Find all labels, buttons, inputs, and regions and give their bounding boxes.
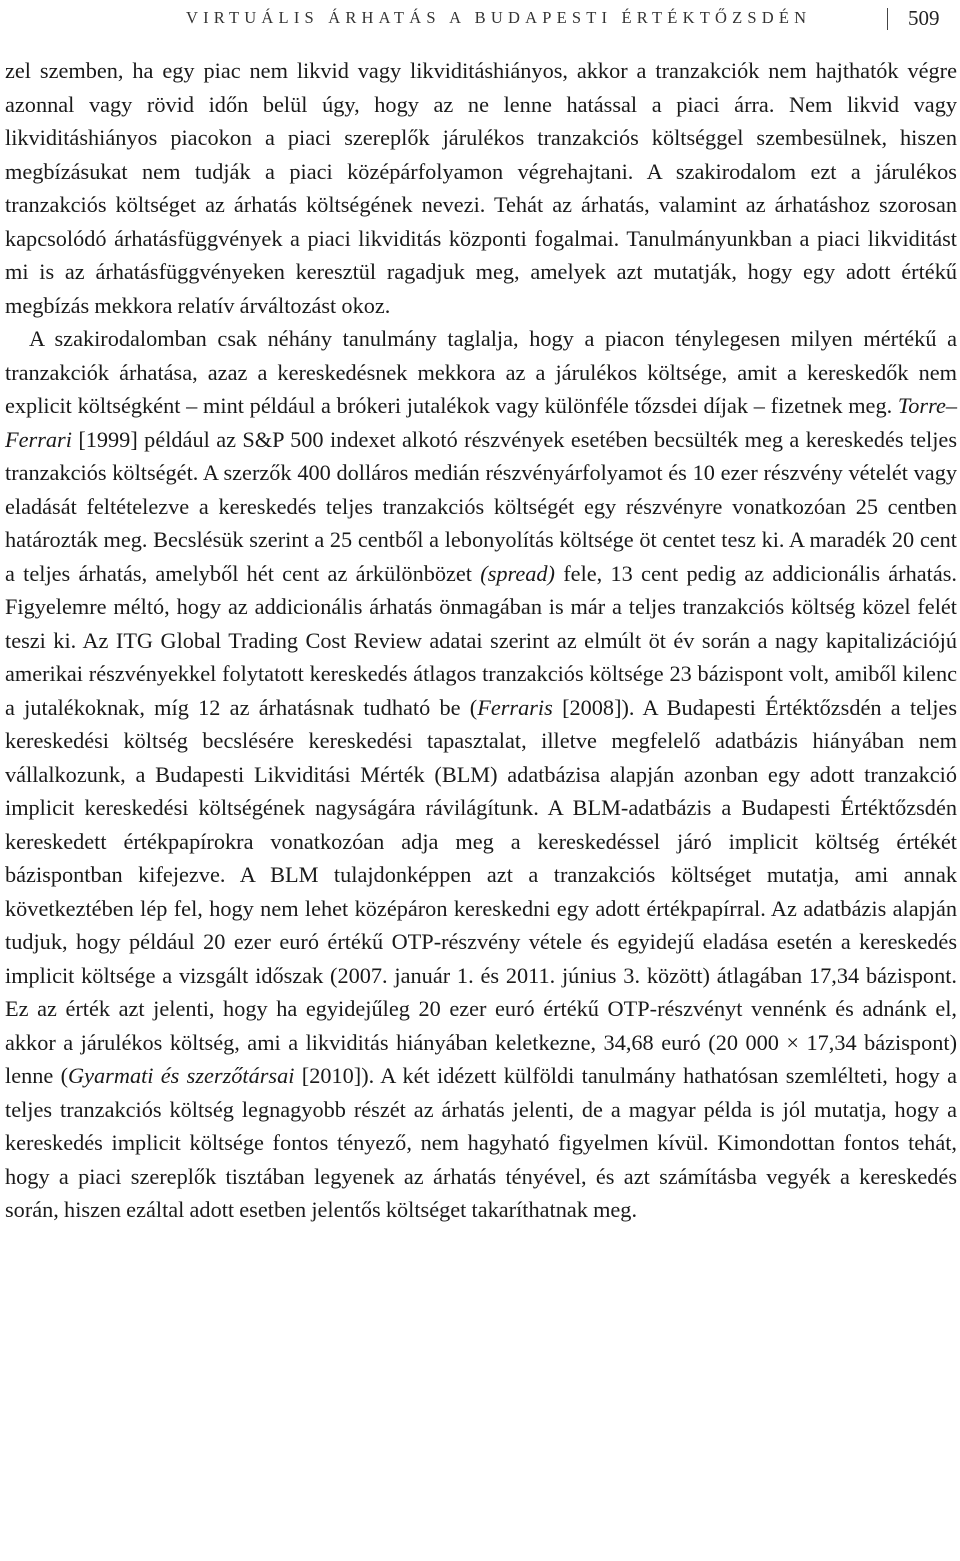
body-text <box>5 54 957 1227</box>
header-divider <box>887 8 888 30</box>
paragraph-1 <box>5 54 957 322</box>
text-run: [2008]). A Budapesti Értéktőzsdén a teljes kereskedési költség becslésére kereskedési tapasztalat, illetve megfelelő adatbázis hiányában nem vállalkozunk, a Budapesti Likviditási Mérték (BLM) adatbázisa alapján azonban egy adott tranzakció implicit kereskedési költségének nagyságára rávilágítunk. A BLM-adatbázis a Budapesti Értéktőzsdén kereskedett értékpapírokra vonatkozóan adja meg a kereskedéssel járó implicit költség értékét bázispontban kifejezve. A BLM tulajdonképpen azt a tranzakciós költséget mutatja, ami annak következtében lép fel, hogy nem lehet középáron kereskedni egy adott értékpapírral. Az adatbázis alapján tudjuk, hogy például 20 ezer euró értékű OTP-részvény vétele és egyidejű eladása esetén a kereskedés implicit költsége a vizsgált időszak (2007. január 1. és 2011. június 3. között) átlagában 17,34 bázispont. Ez az érték azt jelenti, hogy ha egyidejűleg 20 ezer euró értékű OTP-részvényt vennénk és adnánk el, akkor a járulékos költség, ami a likviditás hiányában keletkezne, 34,68 euró (20 000 × 17,34 bázispont) lenne ( <box>5 694 957 1088</box>
text-run: [2010]). A két idézett külföldi tanulmány hathatósan szemlélteti, hogy a teljes tranzakciós költség legnagyobb részét az árhatás jelenti, de a magyar példa is jól mutatja, hogy a kereskedés implicit költsége fontos tényező, nem hagyható figyelmen kívül. Kimondottan fontos tehát, hogy a piaci szereplők tisztában legyenek az árhatás tényével, és azt számításba vegyék a kereskedés során, hiszen ezáltal adott esetben jelentős költséget takaríthatnak meg. <box>5 1063 957 1222</box>
paragraph-2 <box>5 322 957 1227</box>
italic-text-run: Ferraris <box>477 694 553 720</box>
text-run: [1999] például az S&P 500 indexet alkotó részvények esetében becsülték meg a kereskedés teljes tranzakciós költségét. A szerzők 400 dolláros medián részvényárfolyamot és 10 ezer részvény vételét vagy eladását feltételezve a kereskedés teljes tranzakciós költségét egy részvényre vonatkozóan 25 centben határozták meg. Becslésük szerint a 25 centből a lebonyolítás költsége öt centet tesz ki. A maradék 20 cent a teljes árhatás, amelyből hét cent az árkülönbözet <box>5 426 957 586</box>
running-title: VIRTUÁLIS ÁRHATÁS A BUDAPESTI ÉRTÉKTŐZSDÉN <box>186 8 812 27</box>
running-header <box>0 6 960 30</box>
italic-text-run: (spread) <box>480 560 555 586</box>
page-number: 509 <box>908 6 940 30</box>
text-run: fele, 13 cent pedig az addicionális árhatás. Figyelemre méltó, hogy az addicionális árhatás önmagában is már a teljes tranzakciós költség közel felét teszi ki. Az ITG Global Trading Cost Review adatai szerint az elmúlt öt év során a nagy kapitalizációjú amerikai részvényekkel folytatott kereskedés átlagos tranzakciós költsége 23 bázispont volt, amiből kilenc a jutalékoknak, míg 12 az árhatásnak tudható be ( <box>5 560 957 720</box>
text-run: A szakirodalomban csak néhány tanulmány taglalja, hogy a piacon ténylegesen milyen mértékű a tranzakciók árhatása, azaz a kereskedésnek mekkora az a járulékos költsége, amit a kereskedők nem explicit költségként – mint például a brókeri jutalékok vagy különféle tőzsdei díjak – fizetnek meg. <box>5 326 957 418</box>
text-run: zel szemben, ha egy piac nem likvid vagy likviditáshiányos, akkor a tranzakciók nem hajthatók végre azonnal vagy rövid időn belül úgy, hogy az ne lenne hatással a piaci árra. Nem likvid vagy likviditáshiányos piacokon a piaci szereplők járulékos tranzakciós költséggel szembesülnek, hiszen megbízásukat nem tudják a piaci középárfolyamon végrehajtani. A szakirodalom ezt a járulékos tranzakciós költséget az árhatás költségének nevezi. Tehát az árhatás, valamint az árhatáshoz szorosan kapcsolódó árhatásfüggvények a piaci likviditás központi fogalmai. Tanulmányunkban a piaci likviditást mi is az árhatásfüggvényeken keresztül ragadjuk meg, amelyek azt mutatják, hogy egy adott értékű megbízás mekkora relatív árváltozást okoz. <box>5 58 957 318</box>
italic-text-run: Torre–Ferrari <box>5 393 957 452</box>
italic-text-run: Gyarmati és szerzőtársai <box>68 1063 295 1088</box>
